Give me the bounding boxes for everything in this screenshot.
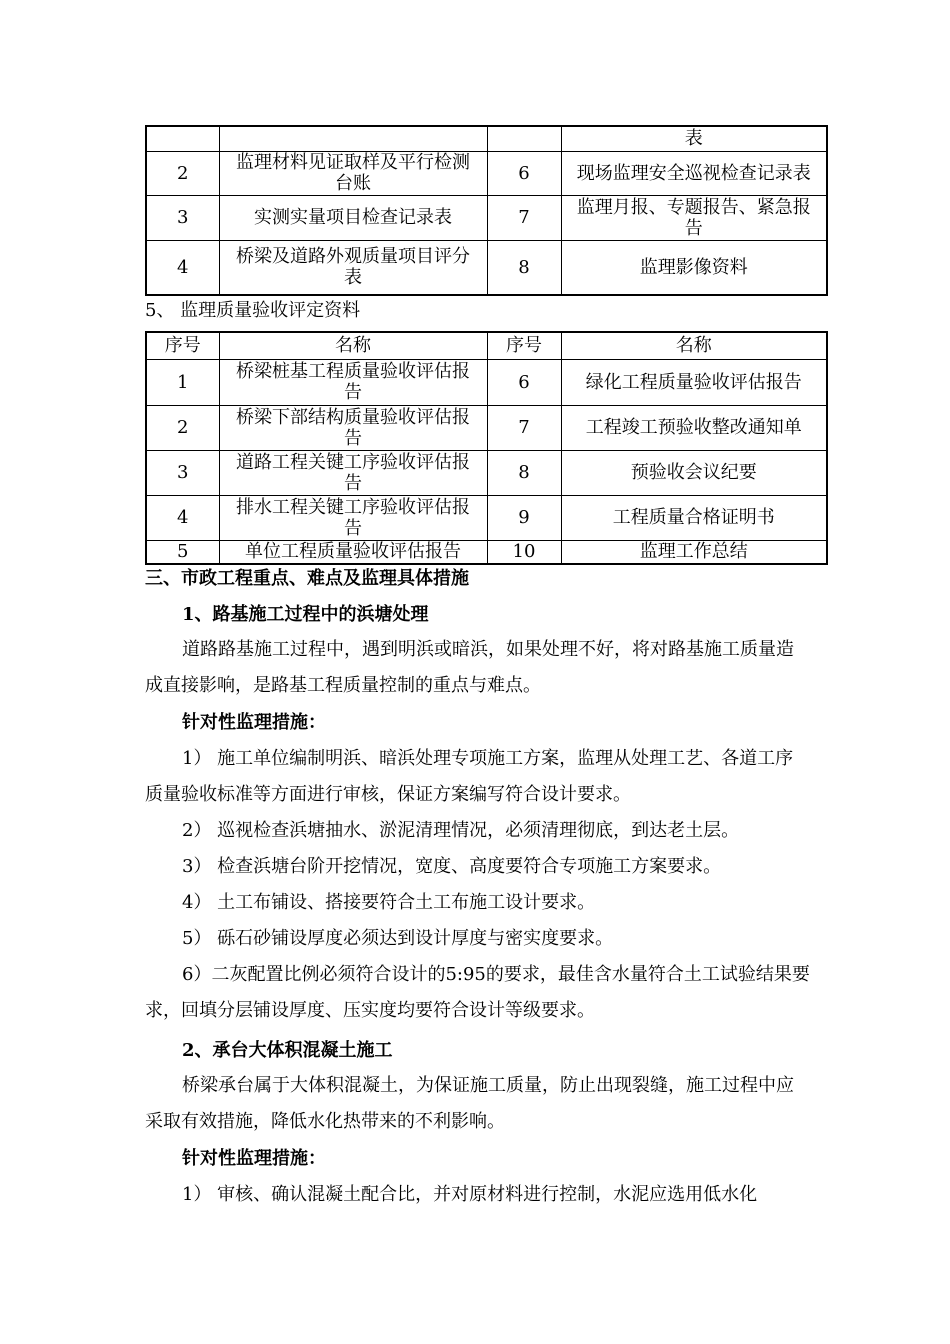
measure-text: 4） 土工布铺设、搭接要符合土工布施工设计要求。 xyxy=(182,892,596,913)
measure-item xyxy=(145,1177,810,1213)
report-name: 绿化工程质量验收评估报告 xyxy=(561,359,827,405)
record-name: 监理月报、专题报告、紧急报告 xyxy=(561,195,827,240)
row-number: 2 xyxy=(146,405,219,450)
report-name: 预验收会议纪要 xyxy=(561,450,827,495)
row-number: 9 xyxy=(487,495,561,540)
row-number xyxy=(487,126,561,151)
supervision-records-table xyxy=(145,125,828,296)
measure-text: 2） 巡视检查浜塘抽水、淤泥清理情况，必须清理彻底，到达老土层。 xyxy=(182,820,740,841)
table-row xyxy=(146,240,827,295)
subsection-2-heading: 2、承台大体积混凝土施工 xyxy=(182,1040,393,1061)
measure-text: 3） 检查浜塘台阶开挖情况，宽度、高度要符合专项施工方案要求。 xyxy=(182,856,722,877)
table-row xyxy=(146,450,827,495)
report-name: 桥梁下部结构质量验收评估报告 xyxy=(219,405,487,450)
record-name: 实测实量项目检查记录表 xyxy=(219,195,487,240)
paragraph xyxy=(145,632,810,704)
measures-label: 针对性监理措施： xyxy=(182,1148,326,1169)
measure-item xyxy=(145,813,810,849)
section-3-heading: 三、市政工程重点、难点及监理具体措施 xyxy=(145,568,469,589)
row-number: 3 xyxy=(146,450,219,495)
record-name: 监理材料见证取样及平行检测台账 xyxy=(219,151,487,195)
row-number xyxy=(146,126,219,151)
row-number: 3 xyxy=(146,195,219,240)
record-name: 表 xyxy=(561,126,827,151)
paragraph-text: 桥梁承台属于大体积混凝土，为保证施工质量，防止出现裂缝，施工过程中应采取有效措施，降低水化热带来的不利影响。 xyxy=(145,1075,794,1132)
row-number: 5 xyxy=(146,540,219,564)
column-header: 名称 xyxy=(561,332,827,359)
column-header: 序号 xyxy=(487,332,561,359)
row-number: 2 xyxy=(146,151,219,195)
measures-label: 针对性监理措施： xyxy=(182,712,326,733)
report-name: 排水工程关键工序验收评估报告 xyxy=(219,495,487,540)
record-name: 桥梁及道路外观质量项目评分表 xyxy=(219,240,487,295)
measure-item xyxy=(145,885,810,921)
measure-text: 5） 砾石砂铺设厚度必须达到设计厚度与密实度要求。 xyxy=(182,928,614,949)
row-number: 8 xyxy=(487,450,561,495)
subsection-1-heading: 1、路基施工过程中的浜塘处理 xyxy=(182,604,429,625)
record-name xyxy=(219,126,487,151)
report-name: 桥梁桩基工程质量验收评估报告 xyxy=(219,359,487,405)
paragraph-text: 道路路基施工过程中，遇到明浜或暗浜，如果处理不好，将对路基施工质量造成直接影响，是路基工程质量控制的重点与难点。 xyxy=(145,639,794,696)
row-number: 6 xyxy=(487,151,561,195)
row-number: 7 xyxy=(487,405,561,450)
row-number: 1 xyxy=(146,359,219,405)
report-name: 工程质量合格证明书 xyxy=(561,495,827,540)
section-5-heading: 5、 监理质量验收评定资料 xyxy=(145,300,361,321)
table-row xyxy=(146,126,827,151)
table-row xyxy=(146,405,827,450)
table-row xyxy=(146,195,827,240)
table-row xyxy=(146,540,827,564)
quality-acceptance-table xyxy=(145,331,828,565)
row-number: 6 xyxy=(487,359,561,405)
measure-item xyxy=(145,921,810,957)
record-name: 现场监理安全巡视检查记录表 xyxy=(561,151,827,195)
measure-text: 1） 施工单位编制明浜、暗浜处理专项施工方案，监理从处理工艺、各道工序质量验收标准等方面进行审核，保证方案编写符合设计要求。 xyxy=(145,748,794,805)
row-number: 4 xyxy=(146,240,219,295)
report-name: 工程竣工预验收整改通知单 xyxy=(561,405,827,450)
table-row xyxy=(146,151,827,195)
row-number: 7 xyxy=(487,195,561,240)
column-header: 序号 xyxy=(146,332,219,359)
measure-item xyxy=(145,849,810,885)
row-number: 4 xyxy=(146,495,219,540)
measure-item xyxy=(145,741,810,813)
column-header: 名称 xyxy=(219,332,487,359)
measure-text: 1） 审核、确认混凝土配合比，并对原材料进行控制，水泥应选用低水化 xyxy=(182,1184,758,1205)
table-header-row xyxy=(146,332,827,359)
measure-text: 6）二灰配置比例必须符合设计的5:95的要求，最佳含水量符合土工试验结果要求，回填分层铺设厚度、压实度均要符合设计等级要求。 xyxy=(145,964,810,1021)
record-name: 监理影像资料 xyxy=(561,240,827,295)
table-row xyxy=(146,495,827,540)
row-number: 8 xyxy=(487,240,561,295)
report-name: 道路工程关键工序验收评估报告 xyxy=(219,450,487,495)
report-name: 监理工作总结 xyxy=(561,540,827,564)
measure-item xyxy=(145,957,810,1029)
table-row xyxy=(146,359,827,405)
row-number: 10 xyxy=(487,540,561,564)
paragraph xyxy=(145,1068,810,1140)
report-name: 单位工程质量验收评估报告 xyxy=(219,540,487,564)
